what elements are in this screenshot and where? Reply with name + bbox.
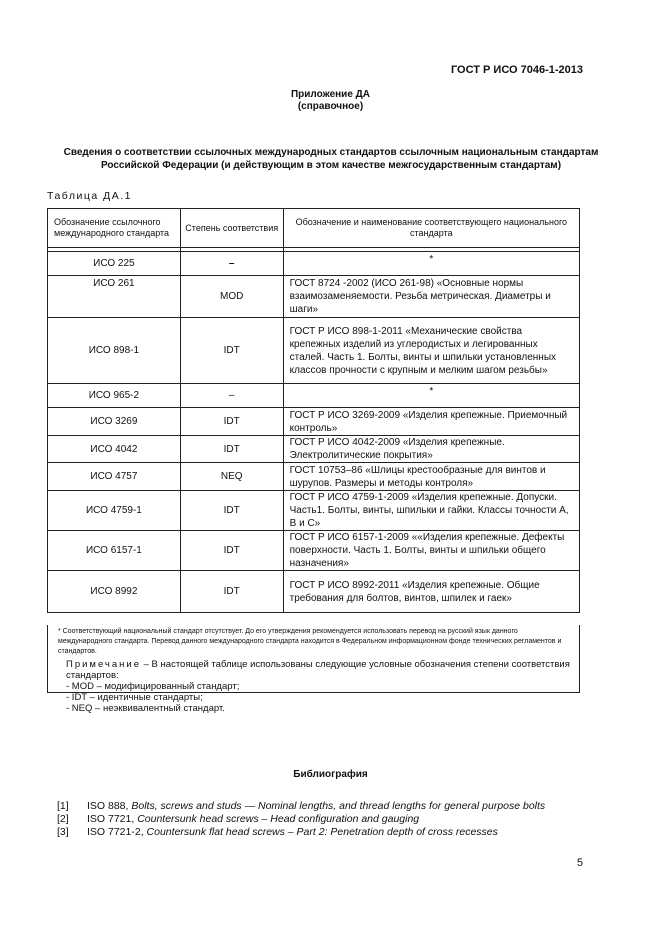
note — [66, 659, 576, 714]
bib-title: Countersunk head screws – Head configuration and gauging — [137, 813, 420, 825]
bibliography-title: Библиография — [293, 769, 368, 780]
standard-cell: * — [283, 252, 579, 276]
standard-cell: ГОСТ 10753–86 «Шлицы крестообразные для винтов и шурупов. Размеры и методы контроля» — [283, 463, 579, 491]
document-code: ГОСТ Р ИСО 7046-1-2013 — [450, 64, 583, 76]
designation-cell: ИСО 965-2 — [48, 384, 181, 408]
note-item: - MOD – модифицированный стандарт; — [66, 681, 240, 692]
bibliography-item — [57, 800, 545, 812]
standard-cell: ГОСТ Р ИСО 4759-1-2009 «Изделия крепежные. Допуски. Часть1. Болты, винты, шпильки и гайки. Классы точности А, В и С» — [283, 491, 579, 531]
table-row — [48, 318, 580, 384]
bibliography-item — [57, 813, 419, 825]
degree-cell: IDT — [180, 436, 283, 463]
standard-cell: * — [283, 384, 579, 408]
appendix-heading — [0, 89, 661, 113]
table-label: Таблица ДА.1 — [47, 190, 132, 202]
degree-cell: IDT — [180, 408, 283, 436]
table-notes — [47, 625, 580, 714]
standard-cell: ГОСТ Р ИСО 6157-1-2009 ««Изделия крепежные. Дефекты поверхности. Часть 1. Болты, винты и шпильки общего назначения» — [283, 531, 579, 571]
table-row — [48, 276, 580, 318]
bib-number: [1] — [57, 800, 69, 812]
degree-cell: IDT — [180, 491, 283, 531]
note-text: – В настоящей таблице использованы следующие условные обозначения степени соответствия стандартов: — [66, 659, 570, 681]
section-heading: Сведения о соответствии ссылочных международных стандартов ссылочным национальным стандартам Российской Федерации (и действующим в этом качестве межгосударственным стандартам) — [63, 147, 599, 171]
standard-cell: ГОСТ Р ИСО 3269-2009 «Изделия крепежные. Приемочный контроль» — [283, 408, 579, 436]
bib-title: Bolts, screws and studs — Nominal lengths, and thread lengths for general purpose bolts — [131, 800, 546, 812]
designation-cell: ИСО 4042 — [48, 436, 181, 463]
degree-cell: MOD — [180, 276, 283, 318]
table-row — [48, 408, 580, 436]
standard-cell: ГОСТ Р ИСО 898-1-2011 «Механические свойства крепежных изделий из углеродистых и легированных сталей. Часть 1. Болты, винты и шпильки установленных классов прочности с крупным и мелким шагом резьбы» — [283, 318, 579, 384]
table-header-row — [48, 209, 580, 248]
standard-cell: ГОСТ 8724 -2002 (ИСО 261-98) «Основные нормы взаимозаменяемости. Резьба метрическая. Диаметры и шаги» — [283, 276, 579, 318]
appendix-title: Приложение ДА — [290, 89, 371, 100]
footnote: * Соответствующий национальный стандарт отсутствует. До его утверждения рекомендуется использовать перевод на русский язык данного международного стандарта. Перевод данного международного стандарта находится в Федеральном информационном фонде технических регламентов и стандартов. — [58, 628, 562, 655]
appendix-subtitle: (справочное) — [297, 101, 364, 112]
designation-cell: ИСО 3269 — [48, 408, 181, 436]
designation-cell: ИСО 225 — [48, 252, 181, 276]
standard-cell: ГОСТ Р ИСО 8992-2011 «Изделия крепежные. Общие требования для болтов, винтов, шпилек и гаек» — [283, 571, 579, 613]
note-item: - NEQ – неэквивалентный стандарт. — [66, 703, 225, 714]
bib-number: [3] — [57, 826, 69, 838]
degree-cell: IDT — [180, 318, 283, 384]
page-number: 5 — [576, 857, 583, 869]
standard-cell: ГОСТ Р ИСО 4042-2009 «Изделия крепежные. Электролитические покрытия» — [283, 436, 579, 463]
table-row — [48, 571, 580, 613]
note-item: - IDT – идентичные стандарты; — [66, 692, 203, 703]
designation-cell: ИСО 8992 — [48, 571, 181, 613]
bib-number: [2] — [57, 813, 69, 825]
column-header: Обозначение ссылочного международного стандарта — [48, 209, 181, 248]
degree-cell: – — [180, 252, 283, 276]
bib-code: ISO 7721, — [87, 813, 135, 825]
degree-cell: IDT — [180, 531, 283, 571]
table-row — [48, 531, 580, 571]
designation-cell: ИСО 261 — [48, 276, 181, 318]
designation-cell: ИСО 4759-1 — [48, 491, 181, 531]
table-row — [48, 463, 580, 491]
table-row — [48, 384, 580, 408]
bib-code: ISO 888, — [87, 800, 129, 812]
column-header: Степень соответствия — [180, 209, 283, 248]
designation-cell: ИСО 898-1 — [48, 318, 181, 384]
correspondence-table — [47, 208, 580, 613]
designation-cell: ИСО 6157-1 — [48, 531, 181, 571]
bibliography-item — [57, 826, 498, 838]
table-row — [48, 436, 580, 463]
table-row — [48, 491, 580, 531]
bib-code: ISO 7721-2, — [87, 826, 144, 838]
note-label: Примечание — [66, 659, 141, 670]
degree-cell: – — [180, 384, 283, 408]
table-row — [48, 252, 580, 276]
degree-cell: NEQ — [180, 463, 283, 491]
designation-cell: ИСО 4757 — [48, 463, 181, 491]
degree-cell: IDT — [180, 571, 283, 613]
bib-title: Countersunk flat head screws – Part 2: Penetration depth of cross recesses — [146, 826, 498, 838]
column-header: Обозначение и наименование соответствующего национального стандарта — [283, 209, 579, 248]
